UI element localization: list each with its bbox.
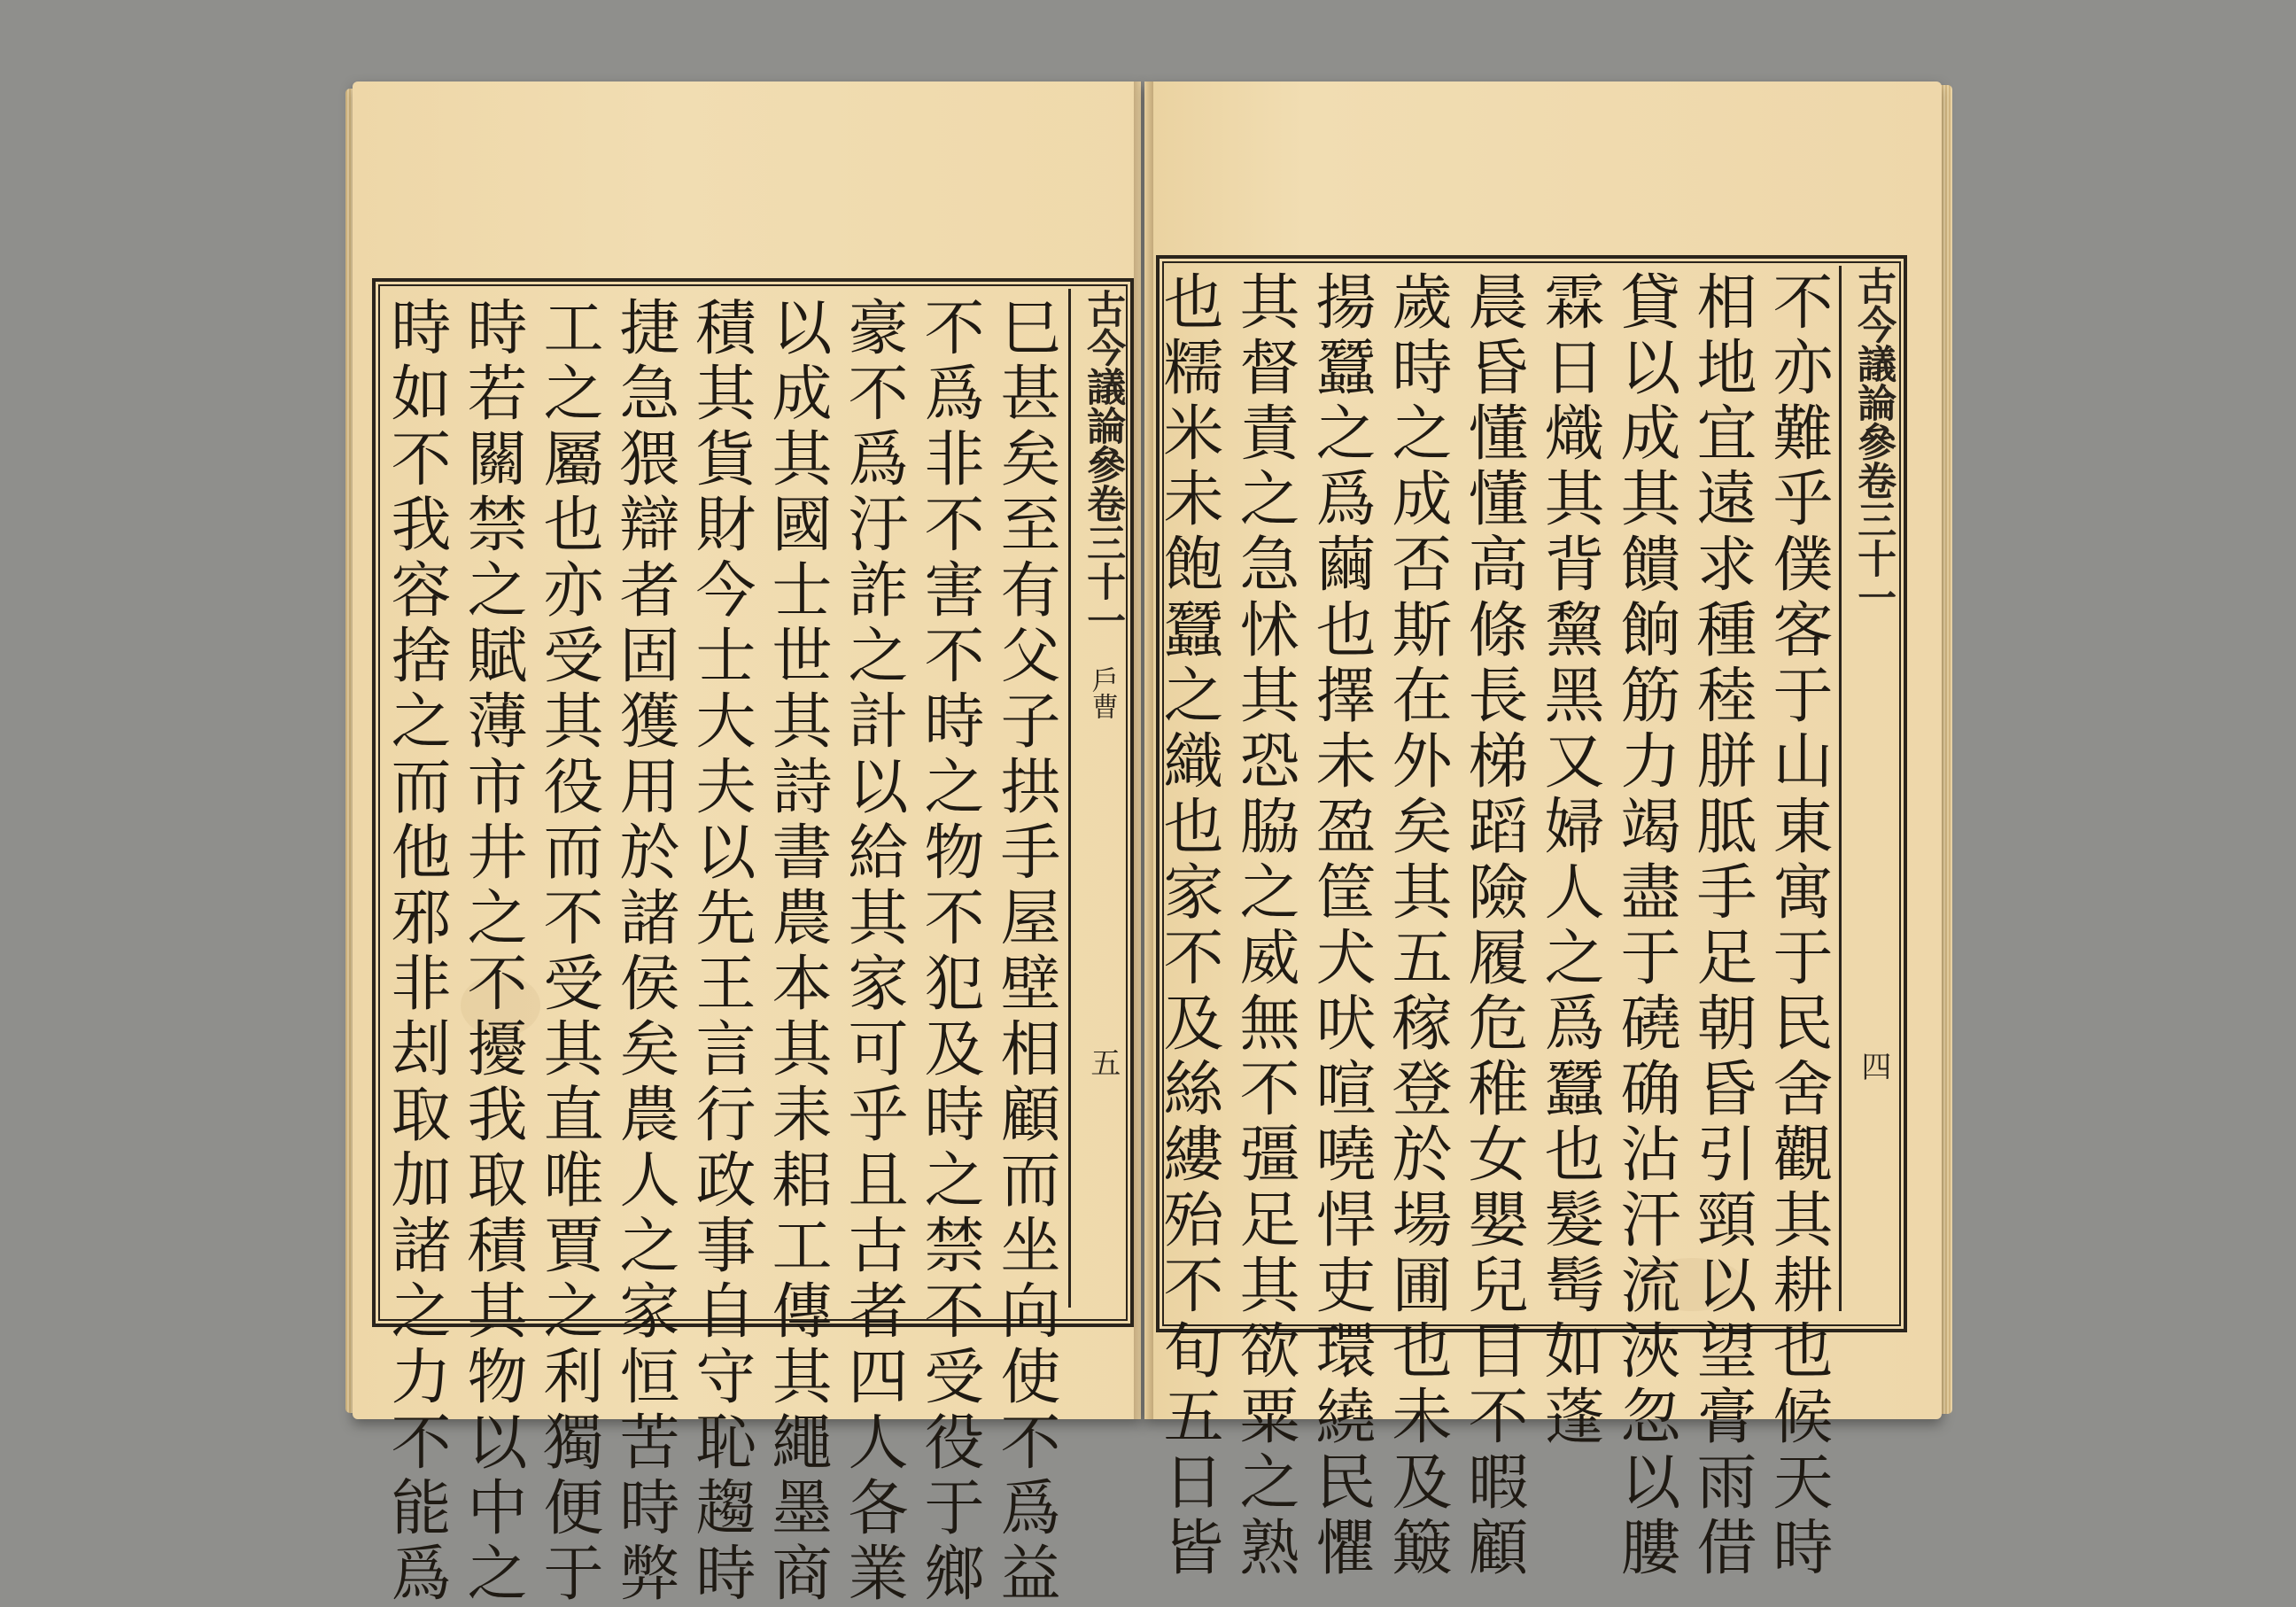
text-column: 揚蠶之爲繭也擇未盈筐犬吠喧嘵悍吏環繞民懼 xyxy=(1306,270,1376,1581)
text-column: 捷急猥辯者固獲用於諸侯矣農人之家恒苦時弊 xyxy=(609,296,679,1607)
right-banxin-volume: 卷三十一 xyxy=(1850,461,1897,617)
text-column: 工之屬也亦受其役而不受其直唯賈之利獨便于 xyxy=(533,296,603,1607)
text-column: 時如不我容捨之而他邪非刦取加諸之力不能爲 xyxy=(381,296,451,1607)
text-column: 巳甚矣至有父子拱手屋壁相顧而坐向使不爲益 xyxy=(990,296,1060,1607)
right-banxin-title: 古今議論參 xyxy=(1850,266,1897,461)
text-column: 霖日熾其背黧黑又婦人之爲蠶也髮髩如蓬 xyxy=(1534,270,1604,1450)
text-column: 不爲非不害不時之物不犯及時之禁不受役于鄉 xyxy=(914,296,984,1607)
text-column: 時若關禁之賦薄市井之不擾我取積其物以中之 xyxy=(457,296,527,1607)
left-text-body xyxy=(381,296,1063,1607)
left-banxin-page-number: 五 xyxy=(1084,1047,1121,1077)
right-banxin-page-number: 四 xyxy=(1855,1051,1891,1081)
right-text-body xyxy=(1153,270,1835,1581)
text-column: 晨昏懂懂高條長梯蹈險履危稚女嬰兒目不暇顧 xyxy=(1458,270,1528,1581)
left-banxin-section: 戶曹 xyxy=(1086,666,1118,719)
text-column: 積其貨財今士大夫以先王言行政事自守恥趨時 xyxy=(686,296,756,1607)
right-banxin xyxy=(1839,266,1904,1311)
text-column: 豪不爲汙詐之計以給其家可乎且古者四人各業 xyxy=(838,296,908,1607)
text-column: 相地宜遠求種稑胼胝手足朝昏引頸以望膏雨借 xyxy=(1687,270,1757,1581)
left-banxin-volume: 卷三十一 xyxy=(1080,484,1126,640)
text-column: 也糯米未飽蠶之織也家不及絲縷殆不旬五日皆 xyxy=(1153,270,1223,1581)
text-column: 不亦難乎僕客于山東寓于民舍觀其耕也候天時 xyxy=(1763,270,1833,1581)
text-column: 歲時之成否斯在外矣其五稼登於場圃也未及簸 xyxy=(1382,270,1452,1581)
text-column: 貸以成其饋餉筋力竭盡于磽确沾汗流浹忽以膢 xyxy=(1610,270,1680,1581)
left-banxin-title: 古今議論參 xyxy=(1080,289,1126,484)
left-banxin xyxy=(1068,289,1133,1308)
text-column: 其督責之急怵其恐脇之威無不彊足其欲粟之熟 xyxy=(1229,270,1299,1581)
text-column: 以成其國士世其詩書農本其耒耜工傳其繩墨商 xyxy=(762,296,832,1607)
